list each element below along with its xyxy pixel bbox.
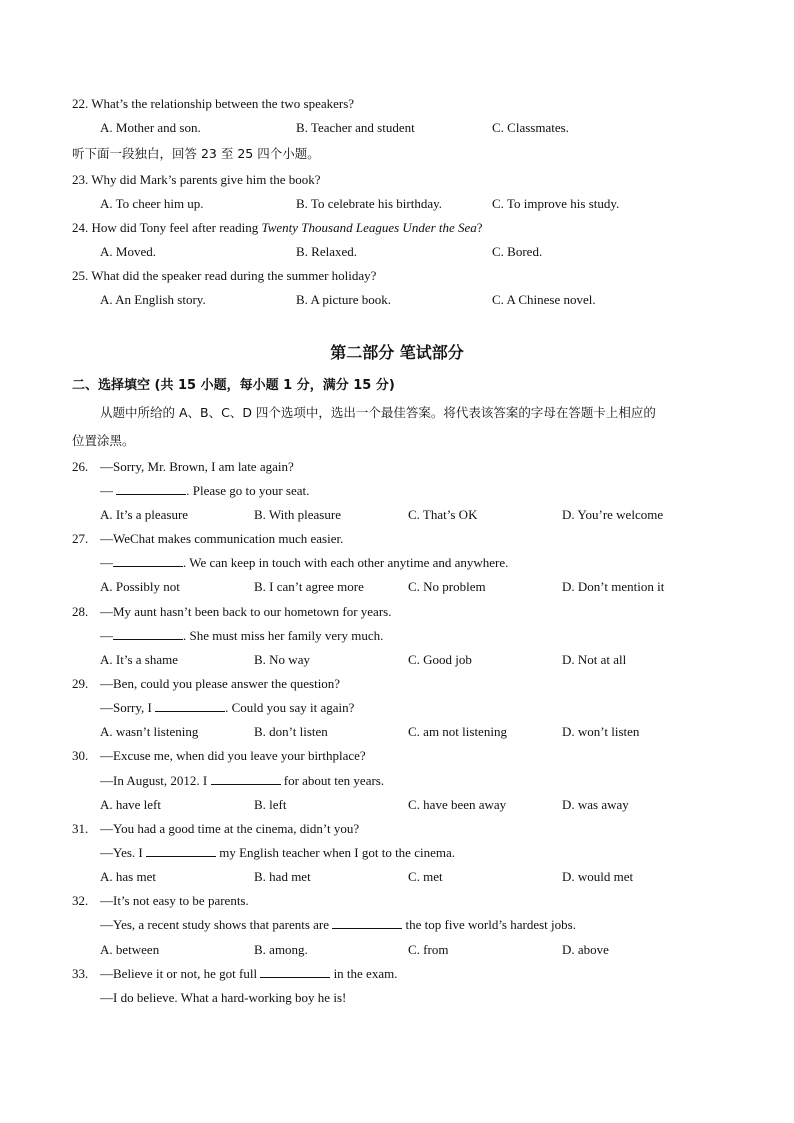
q28-option-c: C. Good job: [408, 652, 472, 667]
q31-number: 31.: [72, 821, 89, 836]
q27-number: 27.: [72, 531, 89, 546]
q28-option-b: B. No way: [254, 652, 310, 667]
q27-option-c: C. No problem: [408, 579, 486, 594]
q31-answer-blank: [146, 845, 216, 857]
q32-line-1: —It’s not easy to be parents.: [100, 893, 249, 908]
q24-option-c: C. Bored.: [492, 244, 543, 259]
q29-line-2: [100, 700, 354, 716]
q23-option-a: A. To cheer him up.: [100, 196, 204, 211]
q26-number: 26.: [72, 459, 89, 474]
q33-line-1-start: —Believe it or not, he got full: [100, 966, 261, 981]
q28-number: 28.: [72, 604, 89, 619]
q27-option-a: A. Possibly not: [100, 579, 180, 594]
q28-line-2-start: —: [100, 628, 113, 643]
q26-line-1: —Sorry, Mr. Brown, I am late again?: [100, 459, 294, 474]
q31-option-a: A. has met: [100, 869, 156, 884]
q22-option-c: C. Classmates.: [492, 120, 569, 135]
q31-line-2-start: —Yes. I: [100, 845, 146, 860]
q22-option-b: B. Teacher and student: [296, 120, 415, 135]
question-25-stem: 25. What did the speaker read during the summer holiday?: [72, 268, 377, 283]
q26-answer-blank: [116, 483, 186, 495]
q30-option-d: D. was away: [562, 797, 629, 812]
q26-line-2-end: . Please go to your seat.: [186, 483, 310, 498]
question-24-stem: [72, 220, 483, 236]
q33-answer-blank: [260, 966, 330, 978]
q24-stem-before: 24. How did Tony feel after reading: [72, 220, 262, 235]
instruction-23-25: 听下面一段独白，回答 23 至 25 四个小题。: [72, 146, 320, 161]
q26-option-a: A. It’s a pleasure: [100, 507, 189, 522]
question-22-stem: 22. What’s the relationship between the two speakers?: [72, 96, 355, 111]
q33-number: 33.: [72, 966, 89, 981]
q28-option-a: A. It’s a shame: [100, 652, 178, 667]
q28-line-2-end: . She must miss her family very much.: [183, 628, 384, 643]
q32-line-2: [100, 917, 576, 933]
q27-option-b: B. I can’t agree more: [254, 579, 364, 594]
q25-option-b: B. A picture book.: [296, 292, 391, 307]
q25-option-a: A. An English story.: [100, 292, 206, 307]
q29-option-a: A. wasn’t listening: [100, 724, 199, 739]
q31-option-d: D. would met: [562, 869, 634, 884]
q27-line-2-start: —: [100, 555, 113, 570]
q29-line-2-end: . Could you say it again?: [225, 700, 355, 715]
part-two-title: 第二部分 笔试部分: [330, 343, 464, 362]
q26-option-b: B. With pleasure: [254, 507, 341, 522]
section-title: 二、选择填空 (共 15 小题，每小题 1 分，满分 15 分): [72, 378, 395, 393]
q25-option-c: C. A Chinese novel.: [492, 292, 596, 307]
q28-line-1: —My aunt hasn’t been back to our hometown for years.: [100, 604, 392, 619]
q30-option-c: C. have been away: [408, 797, 507, 812]
q31-option-b: B. had met: [254, 869, 311, 884]
q30-line-1: —Excuse me, when did you leave your birthplace?: [100, 748, 366, 763]
q32-line-2-end: the top five world’s hardest jobs.: [402, 917, 576, 932]
q24-option-b: B. Relaxed.: [296, 244, 358, 259]
q32-option-c: C. from: [408, 942, 449, 957]
q26-option-d: D. You’re welcome: [562, 507, 664, 522]
q26-line-2-start: —: [100, 483, 117, 498]
question-23-stem: 23. Why did Mark’s parents give him the book?: [72, 172, 321, 187]
q31-line-2: [100, 845, 455, 861]
q30-option-a: A. have left: [100, 797, 162, 812]
q26-option-c: C. That’s OK: [408, 507, 478, 522]
q28-answer-blank: [113, 628, 183, 640]
q28-line-2: [100, 628, 383, 644]
q27-line-2: [100, 555, 508, 571]
q33-line-2: —I do believe. What a hard-working boy he is!: [100, 990, 347, 1005]
q29-option-d: D. won’t listen: [562, 724, 640, 739]
q32-line-2-start: —Yes, a recent study shows that parents are: [100, 917, 333, 932]
q30-number: 30.: [72, 748, 89, 763]
q24-stem-after: ?: [476, 220, 483, 235]
instruction-line-2: 位置涂黑。: [72, 433, 135, 448]
q29-line-2-start: —Sorry, I: [100, 700, 156, 715]
q31-option-c: C. met: [408, 869, 443, 884]
q27-line-2-end: . We can keep in touch with each other anytime and anywhere.: [183, 555, 509, 570]
q24-book-title: Twenty Thousand Leagues Under the Sea: [261, 220, 477, 235]
q24-option-a: A. Moved.: [100, 244, 156, 259]
q27-answer-blank: [113, 555, 183, 567]
q32-answer-blank: [332, 917, 402, 929]
q32-option-d: D. above: [562, 942, 609, 957]
q28-option-d: D. Not at all: [562, 652, 627, 667]
q31-line-2-end: my English teacher when I got to the cinema.: [216, 845, 455, 860]
q29-line-1: —Ben, could you please answer the question?: [100, 676, 341, 691]
q30-line-2-start: —In August, 2012. I: [100, 773, 211, 788]
instruction-line-1: 从题中所给的 A、B、C、D 四个选项中，选出一个最佳答案。将代表该答案的字母在答题卡上相应的: [100, 405, 656, 420]
q29-option-b: B. don’t listen: [254, 724, 328, 739]
q33-line-1: [100, 966, 397, 982]
q31-line-1: —You had a good time at the cinema, didn’t you?: [100, 821, 360, 836]
q23-option-c: C. To improve his study.: [492, 196, 620, 211]
q26-line-2: [100, 483, 309, 499]
q27-option-d: D. Don’t mention it: [562, 579, 665, 594]
q30-option-b: B. left: [254, 797, 287, 812]
q30-line-2-end: for about ten years.: [280, 773, 385, 788]
q30-answer-blank: [211, 773, 281, 785]
q33-line-1-end: in the exam.: [330, 966, 398, 981]
q23-option-b: B. To celebrate his birthday.: [296, 196, 443, 211]
q32-number: 32.: [72, 893, 89, 908]
q32-option-b: B. among.: [254, 942, 308, 957]
q27-line-1: —WeChat makes communication much easier.: [100, 531, 344, 546]
q29-answer-blank: [155, 700, 225, 712]
q32-option-a: A. between: [100, 942, 160, 957]
q29-number: 29.: [72, 676, 89, 691]
q22-option-a: A. Mother and son.: [100, 120, 201, 135]
q30-line-2: [100, 773, 384, 789]
q29-option-c: C. am not listening: [408, 724, 507, 739]
